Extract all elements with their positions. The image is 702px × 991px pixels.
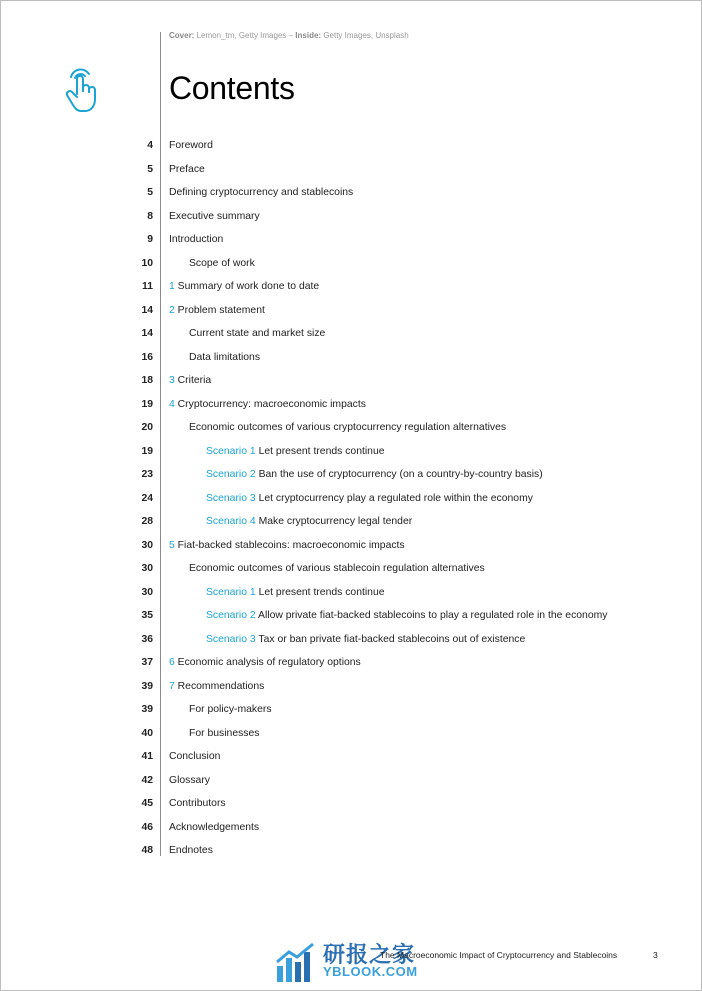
toc-section-prefix: 6: [169, 657, 175, 668]
toc-entry-text: [169, 792, 226, 815]
toc-section-prefix: Scenario 3: [206, 633, 256, 645]
toc-entry[interactable]: [0, 651, 702, 674]
toc-entry[interactable]: [0, 769, 702, 792]
toc-entry-label: Economic analysis of regulatory options: [177, 657, 361, 668]
image-credits: [169, 31, 409, 40]
toc-entry-text: [189, 416, 506, 439]
toc-entry-text: [169, 816, 259, 839]
toc-section-prefix: Scenario 1: [206, 586, 256, 598]
toc-entry-text: [169, 275, 319, 298]
toc-entry-label: Executive summary: [169, 210, 260, 222]
toc-section-prefix: 4: [169, 398, 175, 410]
toc-entry-text: [169, 134, 213, 157]
toc-page-number: 8: [147, 210, 153, 222]
toc-section-prefix: Scenario 2: [206, 610, 256, 621]
toc-page-number: 46: [141, 821, 153, 833]
toc-entry-text: [169, 534, 405, 557]
toc-entry-label: For businesses: [189, 727, 260, 739]
toc-entry-label: Let present trends continue: [258, 445, 385, 457]
toc-entry-label: Scope of work: [189, 257, 255, 269]
toc-section-prefix: 2: [169, 304, 175, 316]
toc-entry-text: [206, 463, 543, 486]
toc-entry[interactable]: [0, 416, 702, 439]
watermark-text: [275, 940, 435, 984]
toc-entry-label: Tax or ban private fiat-backed stablecoins out of existence: [258, 633, 526, 645]
toc-entry-text: [169, 299, 265, 322]
toc-entry-label: Data limitations: [189, 351, 261, 363]
toc-entry-text: [206, 440, 385, 463]
toc-page-number: 30: [141, 586, 153, 598]
toc-entry[interactable]: [0, 134, 702, 157]
toc-entry[interactable]: [0, 252, 702, 275]
toc-entry-label: Glossary: [169, 774, 210, 786]
toc-entry[interactable]: [0, 205, 702, 228]
toc-page-number: 16: [141, 351, 153, 363]
toc-entry-label: Fiat-backed stablecoins: macroeconomic impacts: [177, 539, 405, 551]
toc-section-prefix: 7: [169, 680, 175, 692]
toc-entry-label: Introduction: [169, 234, 224, 245]
toc-entry[interactable]: [0, 722, 702, 745]
cover-label: Cover:: [169, 31, 195, 40]
footer-title: The Macroeconomic Impact of Cryptocurrency and Stablecoins: [380, 950, 618, 960]
toc-page-number: 30: [141, 539, 153, 551]
toc-entry-text: [169, 769, 210, 792]
page-title: Contents: [169, 70, 295, 106]
toc-entry-label: Cryptocurrency: macroeconomic impacts: [177, 398, 366, 410]
toc-section-prefix: Scenario 4: [206, 516, 256, 527]
toc-entry-text: [169, 181, 353, 204]
toc-entry-text: [189, 346, 260, 369]
toc-page-number: 18: [141, 375, 153, 386]
toc-entry-label: Problem statement: [177, 304, 265, 316]
page-number: 3: [653, 950, 658, 960]
toc-entry-text: [189, 252, 255, 275]
toc-entry-text: [169, 369, 211, 392]
toc-entry[interactable]: [0, 745, 702, 768]
toc-entry-label: Economic outcomes of various stablecoin regulation alternatives: [189, 563, 485, 574]
toc-entry[interactable]: [0, 816, 702, 839]
toc-entry[interactable]: [0, 675, 702, 698]
toc-entry[interactable]: [0, 275, 702, 298]
toc-section-prefix: Scenario 2: [206, 469, 256, 480]
toc-entry-label: Make cryptocurrency legal tender: [258, 516, 413, 527]
toc-entry-text: [206, 581, 385, 604]
toc-page-number: 23: [141, 469, 153, 480]
toc-entry-label: Recommendations: [177, 680, 265, 692]
toc-entry-text: [189, 322, 325, 345]
toc-entry[interactable]: [0, 534, 702, 557]
toc-entry[interactable]: [0, 463, 702, 486]
toc-page-number: 39: [141, 680, 153, 692]
toc-page-number: 10: [141, 257, 153, 269]
toc-entry-text: [169, 158, 205, 181]
toc-entry-label: Acknowledgements: [169, 821, 260, 833]
toc-entry-label: Endnotes: [169, 845, 213, 856]
toc-entry[interactable]: [0, 698, 702, 721]
toc-page-number: 30: [141, 563, 153, 574]
toc-page-number: 5: [147, 163, 153, 175]
toc-entry-label: Allow private fiat-backed stablecoins to play a regulated role in the economy: [258, 610, 608, 621]
toc-entry[interactable]: [0, 440, 702, 463]
toc-entry-text: [169, 205, 260, 228]
inside-text: Getty Images, Unsplash: [323, 31, 409, 40]
toc-page-number: 37: [141, 657, 153, 668]
toc-entry[interactable]: [0, 228, 702, 251]
toc-entry[interactable]: [0, 158, 702, 181]
toc-entry-text: [206, 487, 533, 510]
toc-page-number: 11: [142, 281, 153, 292]
toc-section-prefix: Scenario 1: [206, 445, 256, 457]
toc-page-number: 14: [141, 304, 153, 316]
toc-entry[interactable]: [0, 839, 702, 862]
toc-entry[interactable]: [0, 346, 702, 369]
toc-entry[interactable]: [0, 299, 702, 322]
toc-page-number: 40: [141, 727, 153, 739]
toc-entry-label: Preface: [169, 163, 205, 175]
toc-entry[interactable]: [0, 322, 702, 345]
toc-page-number: 42: [141, 774, 153, 786]
toc-entry-text: [169, 393, 366, 416]
inside-label: Inside:: [295, 31, 322, 40]
toc-section-prefix: 5: [169, 539, 175, 551]
toc-page-number: 4: [147, 140, 153, 151]
toc-page-number: 39: [141, 704, 153, 715]
toc-entry-label: Let cryptocurrency play a regulated role within the economy: [258, 492, 533, 504]
toc-entry-label: Foreword: [169, 140, 213, 151]
toc-entry-text: [206, 604, 607, 627]
toc-entry[interactable]: [0, 628, 702, 651]
watermark-cn: 研报之家: [323, 943, 416, 968]
toc-page-number: 24: [141, 492, 153, 504]
toc-page-number: 36: [141, 633, 153, 645]
toc-page-number: 20: [141, 422, 153, 433]
toc-entry[interactable]: [0, 604, 702, 627]
toc-entry-label: Economic outcomes of various cryptocurrency regulation alternatives: [189, 422, 507, 433]
toc-entry[interactable]: [0, 510, 702, 533]
toc-entry[interactable]: [0, 487, 702, 510]
toc-page-number: 48: [141, 845, 153, 856]
toc-page-number: 28: [141, 516, 153, 527]
watermark-en: YBLOOK.COM: [323, 964, 418, 979]
toc-page-number: 19: [141, 398, 153, 410]
toc-entry-label: Current state and market size: [189, 328, 326, 339]
toc-section-prefix: 3: [169, 375, 175, 386]
toc-entry-label: Criteria: [177, 375, 212, 386]
hand-tap-icon: [62, 64, 100, 116]
toc-entry-label: Ban the use of cryptocurrency (on a country-by-country basis): [258, 469, 543, 480]
toc-entry-label: Summary of work done to date: [177, 281, 320, 292]
toc-page-number: 19: [141, 445, 153, 457]
toc-entry-label: Let present trends continue: [258, 586, 385, 598]
toc-page-number: 5: [147, 187, 153, 198]
toc-entry-text: [169, 675, 264, 698]
toc-page-number: 35: [141, 610, 153, 621]
toc-entry-text: [206, 628, 525, 651]
toc-page-number: 41: [141, 751, 153, 762]
toc-entry[interactable]: [0, 581, 702, 604]
toc-section-prefix: 1: [169, 281, 175, 292]
toc-page-number: 9: [147, 234, 153, 245]
toc-entry-label: Contributors: [169, 798, 226, 809]
toc-entry-text: [189, 722, 259, 745]
toc-entry-text: [169, 228, 223, 251]
toc-entry-label: Conclusion: [169, 751, 221, 762]
toc-entry-text: [206, 510, 412, 533]
toc-section-prefix: Scenario 3: [206, 492, 256, 504]
toc-entry-text: [169, 651, 361, 674]
toc-entry[interactable]: [0, 393, 702, 416]
toc-entry[interactable]: [0, 557, 702, 580]
toc-page-number: 14: [141, 328, 153, 339]
toc-entry[interactable]: [0, 792, 702, 815]
toc-entry-text: [169, 745, 220, 768]
toc-page-number: 45: [141, 798, 153, 809]
toc-entry[interactable]: [0, 369, 702, 392]
toc-entry-text: [169, 839, 213, 862]
toc-entry-label: Defining cryptocurrency and stablecoins: [169, 187, 354, 198]
cover-text: Lemon_tm, Getty Images –: [196, 31, 296, 40]
toc-entry[interactable]: [0, 181, 702, 204]
toc-entry-text: [189, 698, 272, 721]
toc-entry-text: [189, 557, 485, 580]
toc-entry-label: For policy-makers: [189, 704, 272, 715]
